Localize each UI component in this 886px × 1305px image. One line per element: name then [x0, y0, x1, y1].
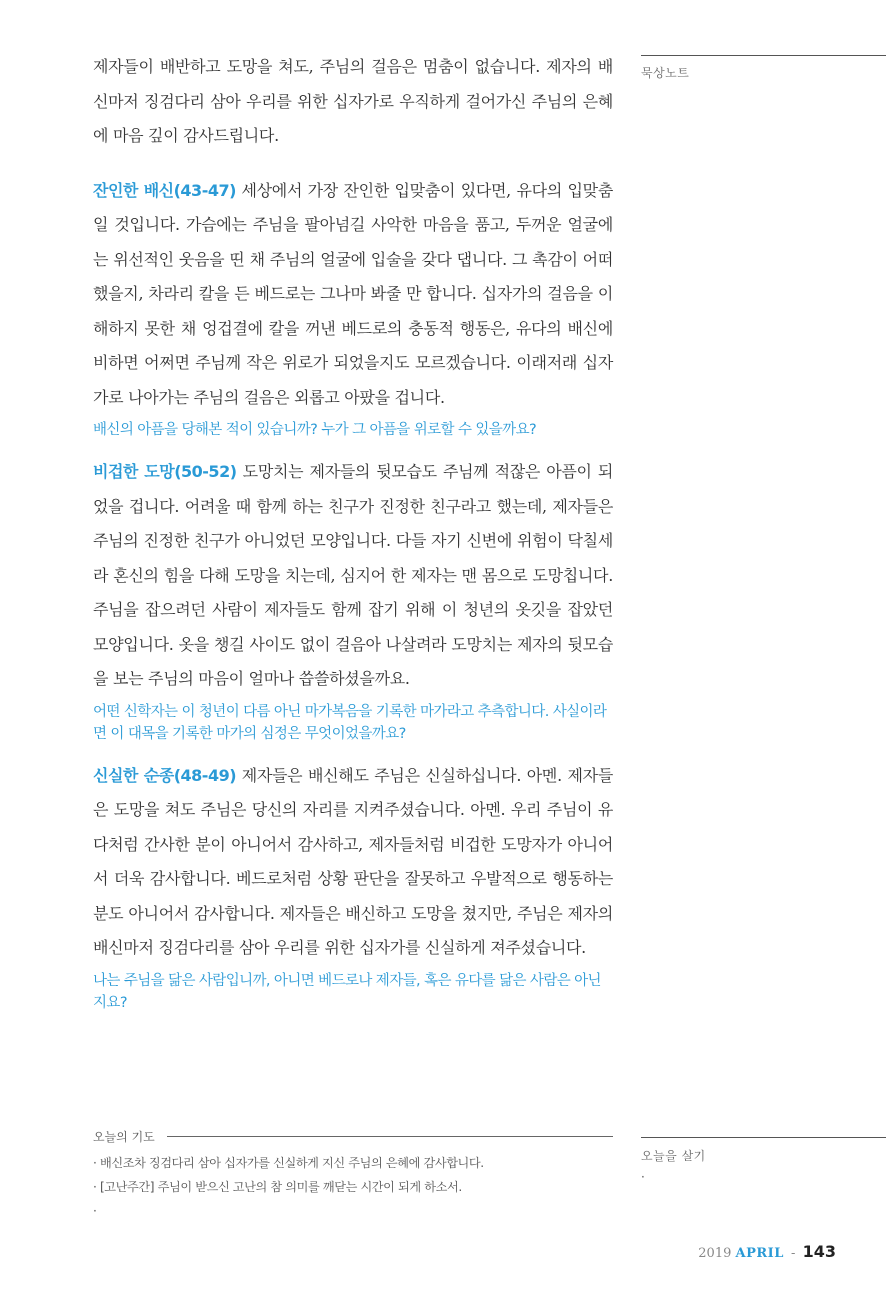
- reflection-question: 배신의 아픔을 당해본 적이 있습니까? 누가 그 아픔을 위로할 수 있을까요?: [93, 422, 537, 438]
- meditation-notes-sidebar: [641, 55, 886, 81]
- section-paragraph: [93, 455, 613, 697]
- footer-month: APRIL: [735, 1246, 784, 1261]
- section-betrayal: [93, 174, 613, 442]
- section-body: 세상에서 가장 잔인한 입맞춤이 있다면, 유다의 입맞춤일 것입니다. 가슴에는 주님을 팔아넘길 사악한 마음을 품고, 두꺼운 얼굴에는 위선적인 웃음을 띤 채 주님의 얼굴에 입술을 갖다 댑니다. 그 촉감이 어떠했을지, 차라리 칼을 든 베드로는 그나마 봐줄 만 합니다. 십자가의 걸음을 이해하지 못한 채 엉겁결에 칼을 꺼낸 베드로의 충동적 행동은, 유다의 배신에 비하면 어쩌면 주님께 작은 위로가 되었을지도 모르겠습니다. 이래저래 십자가로 나아가는 주님의 걸음은 외롭고 아팠을 겁니다.: [93, 180, 613, 407]
- prayer-item: ·: [93, 1204, 97, 1218]
- prayer-item: · [고난주간] 주님이 받으신 고난의 참 의미를 깨닫는 시간이 되게 하소서.: [93, 1180, 462, 1194]
- sidebar-rule: [641, 1137, 886, 1138]
- section-heading: 신실한 순종(48-49): [93, 765, 237, 785]
- section-heading: 잔인한 배신(43-47): [93, 180, 236, 200]
- prayer-header: [93, 1128, 613, 1145]
- living-today-label: 오늘을 살기: [641, 1149, 706, 1163]
- prayer-rule: [167, 1136, 613, 1137]
- footer-separator: -: [791, 1246, 796, 1261]
- section-paragraph: [93, 759, 613, 966]
- section-heading: 비겁한 도망(50-52): [93, 462, 237, 481]
- reflection-question: 나는 주님을 닮은 사람입니까, 아니면 베드로나 제자들, 혹은 유다를 닮은 사람은 아닌지요?: [93, 972, 601, 1011]
- living-today-bullet: ·: [641, 1170, 645, 1184]
- section-obedience: [93, 759, 613, 1014]
- prayer-list: [93, 1151, 613, 1223]
- section-body: 제자들은 배신해도 주님은 신실하십니다. 아멘. 제자들은 도망을 쳐도 주님은 당신의 자리를 지켜주셨습니다. 아멘. 우리 주님이 유다처럼 간사한 분이 아니어서 감사하고, 제자들처럼 비겁한 도망자가 아니어서 더욱 감사합니다. 베드로처럼 상황 판단을 잘못하고 우발적으로 행동하는 분도 아니어서 감사합니다. 제자들은 배신하고 도망을 쳤지만, 주님은 제자의 배신마저 징검다리를 삼아 우리를 위한 십자가를 신실하게 져주셨습니다.: [93, 765, 613, 957]
- living-today-sidebar: [641, 1137, 886, 1184]
- meditation-notes-label: 묵상노트: [641, 66, 690, 80]
- intro-paragraph: 제자들이 배반하고 도망을 쳐도, 주님의 걸음은 멈춤이 없습니다. 제자의 배신마저 징검다리 삼아 우리를 위한 십자가로 우직하게 걸어가신 주님의 은혜에 마음 깊이 감사드립니다.: [93, 57, 613, 145]
- prayer-item: · 배신조차 징검다리 삼아 십자가를 신실하게 지신 주님의 은혜에 감사합니다.: [93, 1156, 484, 1170]
- page-number: 143: [802, 1242, 836, 1261]
- main-column: [93, 50, 613, 1028]
- section-flight: [93, 455, 613, 745]
- section-body: 도망치는 제자들의 뒷모습도 주님께 적잖은 아픔이 되었을 겁니다. 어려울 때 함께 하는 친구가 진정한 친구라고 했는데, 제자들은 주님의 진정한 친구가 아니었던 모양입니다. 다들 자기 신변에 위험이 닥칠세라 혼신의 힘을 다해 도망을 치는데, 심지어 한 제자는 맨 몸으로 도망칩니다. 주님을 잡으려던 사람이 제자들도 함께 잡기 위해 이 청년의 옷깃을 잡았던 모양입니다. 옷을 챙길 사이도 없이 걸음아 나살려라 도망치는 제자의 뒷모습을 보는 주님의 마음이 얼마나 씁쓸하셨을까요.: [93, 462, 613, 688]
- reflection-question: 어떤 신학자는 이 청년이 다름 아닌 마가복음을 기록한 마가라고 추측합니다. 사실이라면 이 대목을 기록한 마가의 심정은 무엇이었을까요?: [93, 703, 607, 742]
- footer-year: 2019: [698, 1246, 732, 1261]
- section-paragraph: [93, 174, 613, 416]
- sidebar-rule: [641, 55, 886, 56]
- prayer-title: 오늘의 기도: [93, 1130, 155, 1144]
- page-footer: [698, 1242, 836, 1261]
- todays-prayer: [93, 1128, 613, 1223]
